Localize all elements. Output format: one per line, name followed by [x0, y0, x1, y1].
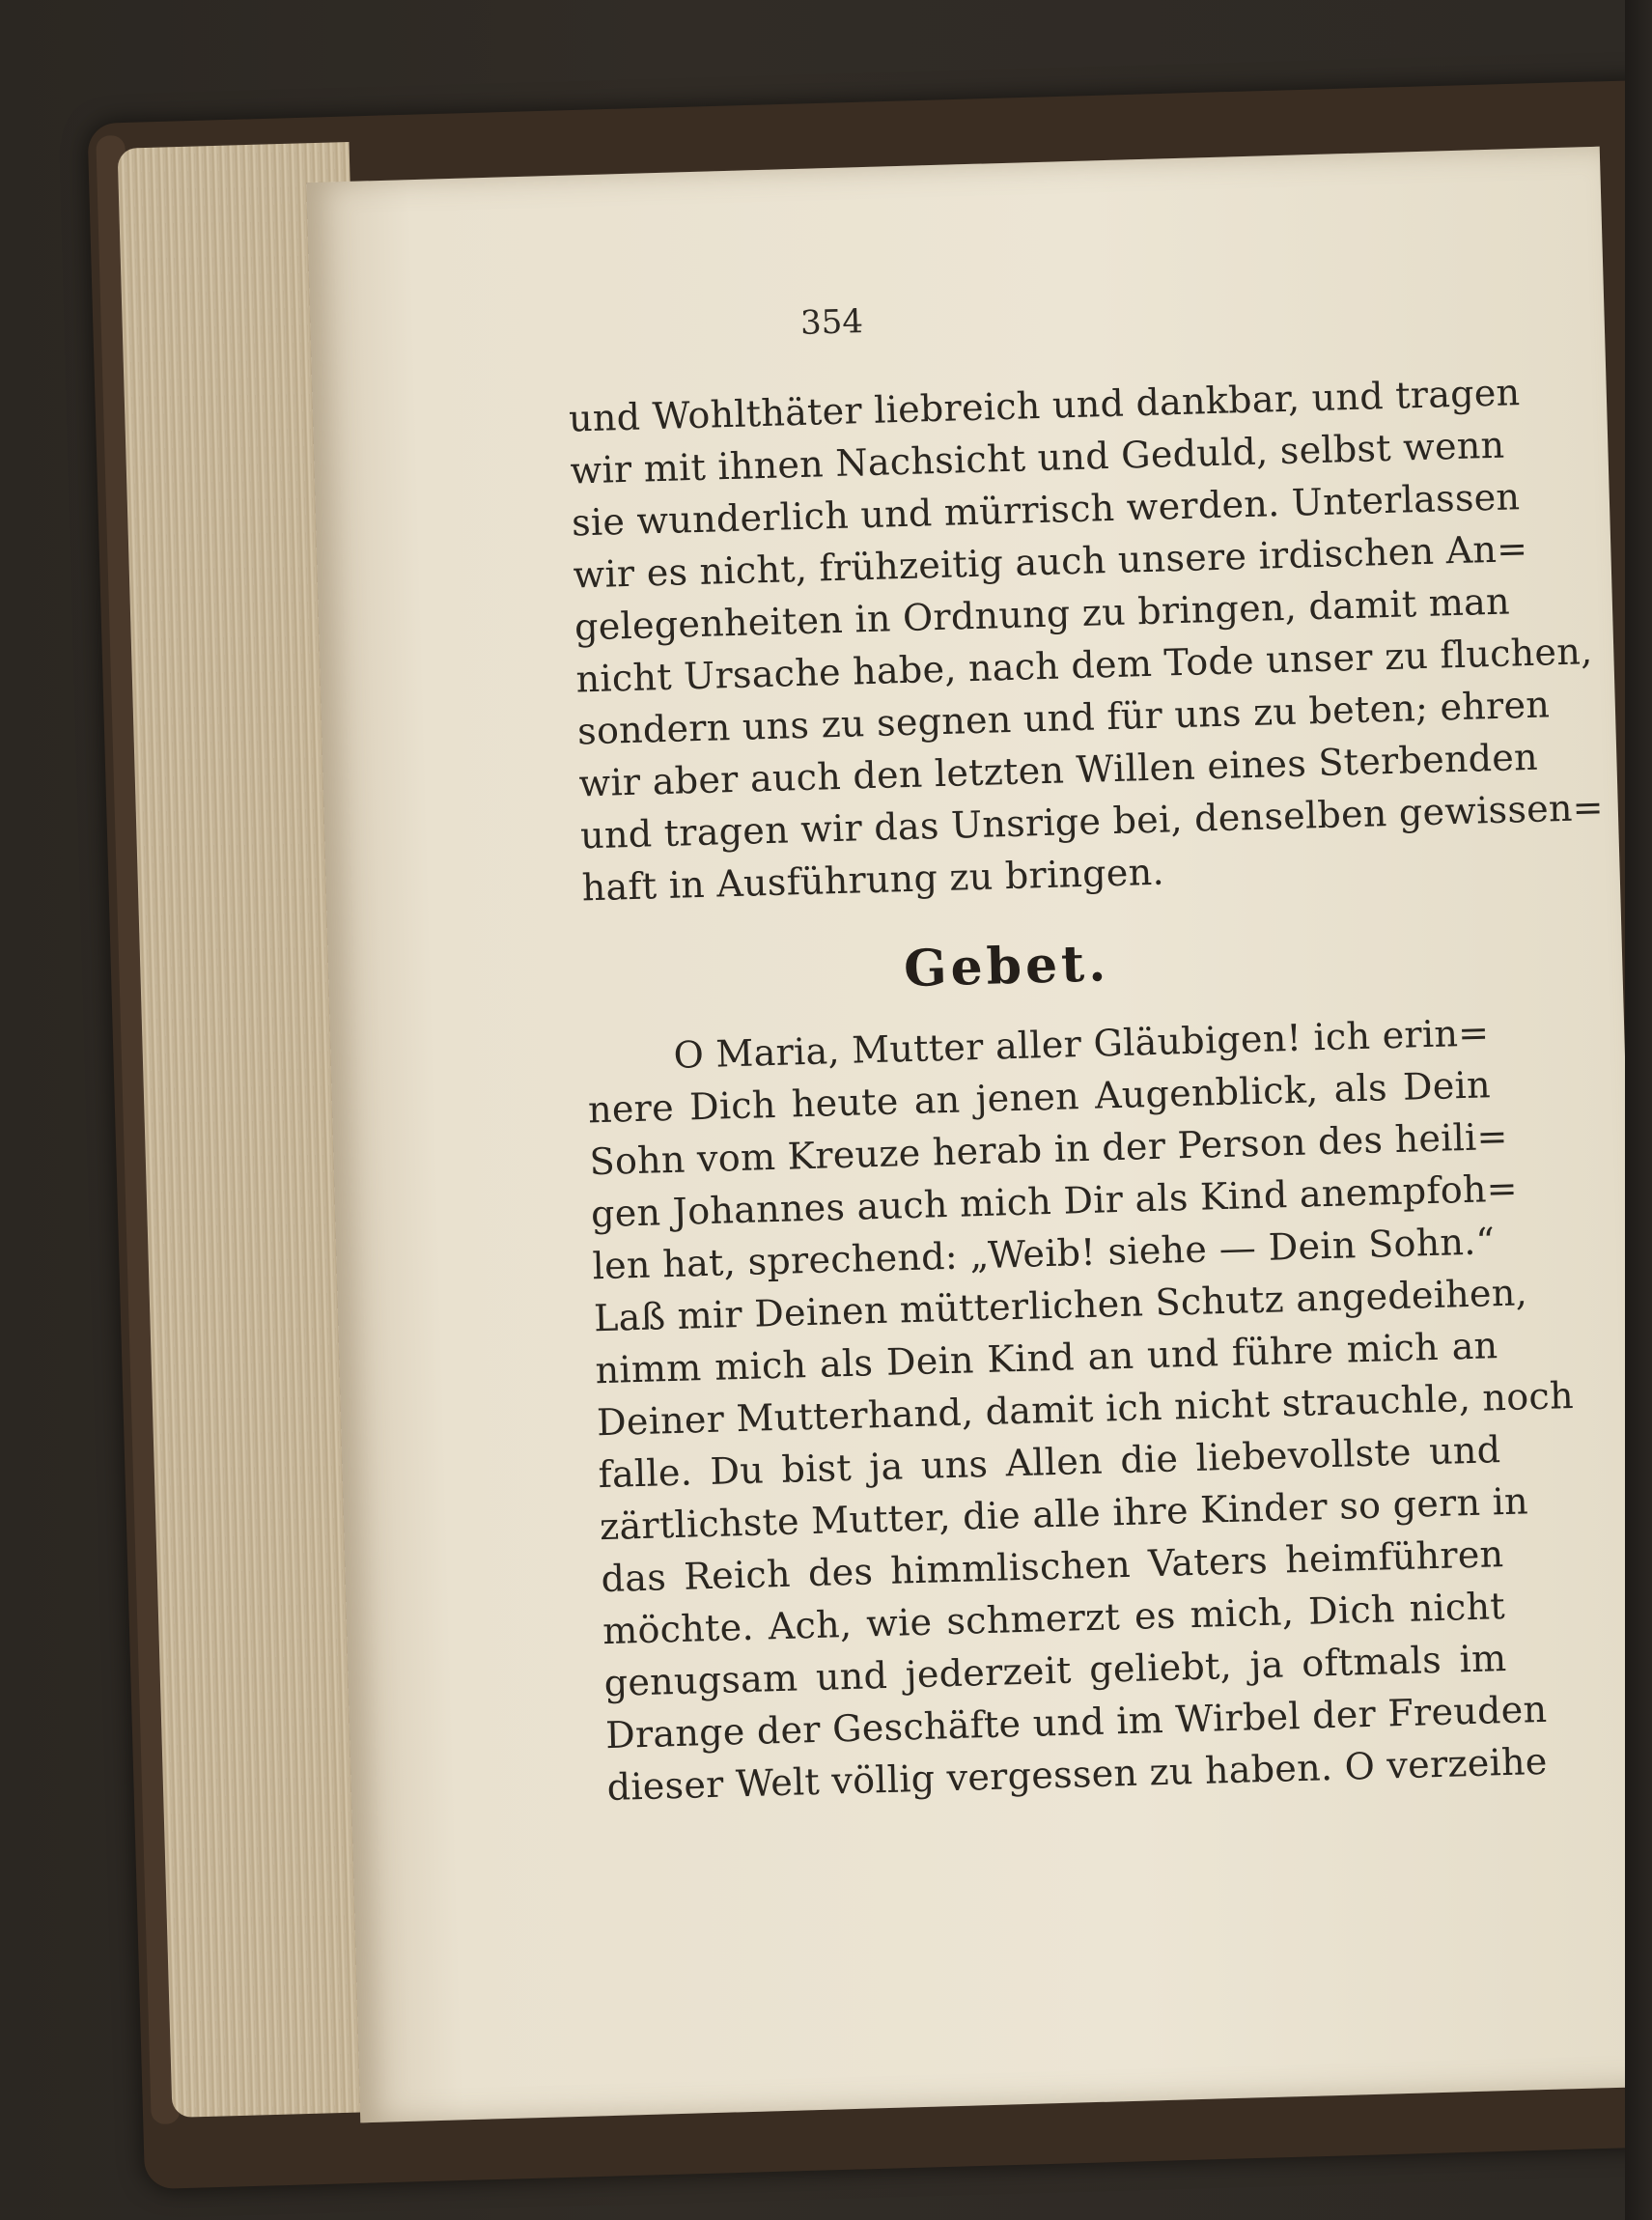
text-line: genugsam und jederzeit geliebt, ja oftmals im: [603, 1636, 1507, 1705]
text-line: nimm mich als Dein Kind an und führe mich an: [595, 1324, 1498, 1392]
text-line: O Maria, Mutter aller Gläubigen! ich erin=: [672, 1011, 1490, 1077]
text-line: gelegenheiten in Ordnung zu bringen, damit man: [574, 579, 1511, 649]
text-line: dieser Welt völlig vergessen zu haben. O verzeihe: [606, 1739, 1549, 1810]
background-edge: [1625, 0, 1652, 2220]
text-line: nicht Ursache habe, nach dem Tode unser zu fluchen,: [575, 630, 1593, 701]
book-page: [306, 147, 1652, 2123]
page-text: [568, 368, 1605, 1814]
text-line: möchte. Ach, wie schmerzt es mich, Dich nicht: [602, 1585, 1506, 1653]
text-line: Laß mir Deinen mütterlichen Schutz angedeihen,: [593, 1271, 1528, 1340]
text-line: sondern uns zu segnen und für uns zu beten; ehren: [576, 683, 1551, 753]
text-line: wir es nicht, frühzeitig auch unsere irdischen An=: [573, 526, 1528, 597]
text-line: das Reich des himmlischen Vaters heimführen: [601, 1532, 1504, 1601]
text-line: haft in Ausführung zu bringen.: [581, 850, 1165, 910]
text-line: wir aber auch den letzten Willen eines Sterbenden: [578, 735, 1539, 805]
text-line: Drange der Geschäfte und im Wirbel der Freuden: [604, 1687, 1548, 1757]
text-line: falle. Du bist ja uns Allen die liebevollste und: [598, 1428, 1501, 1497]
section-heading: Gebet.: [903, 934, 1110, 999]
text-line: und Wohlthäter liebreich und dankbar, und tragen: [568, 371, 1521, 440]
text-line: sie wunderlich und mürrisch werden. Unterlassen: [571, 475, 1521, 545]
text-line: nere Dich heute an jenen Augenblick, als Dein: [587, 1063, 1492, 1132]
text-line: wir mit ihnen Nachsicht und Geduld, selbst wenn: [570, 423, 1505, 492]
text-line: Deiner Mutterhand, damit ich nicht strauchle, noch: [596, 1373, 1575, 1445]
text-line: und tragen wir das Unsrige bei, denselben gewissen=: [579, 785, 1605, 857]
text-line: Sohn vom Kreuze herab in der Person des heili=: [589, 1114, 1509, 1184]
text-line: len hat, sprechend: „Weib! siehe — Dein Sohn.“: [592, 1220, 1496, 1288]
page-number: 354: [799, 302, 864, 343]
text-line: gen Johannes auch mich Dir als Kind anempfoh=: [590, 1166, 1519, 1236]
text-line: zärtlichste Mutter, die alle ihre Kinder so gern in: [599, 1479, 1529, 1549]
